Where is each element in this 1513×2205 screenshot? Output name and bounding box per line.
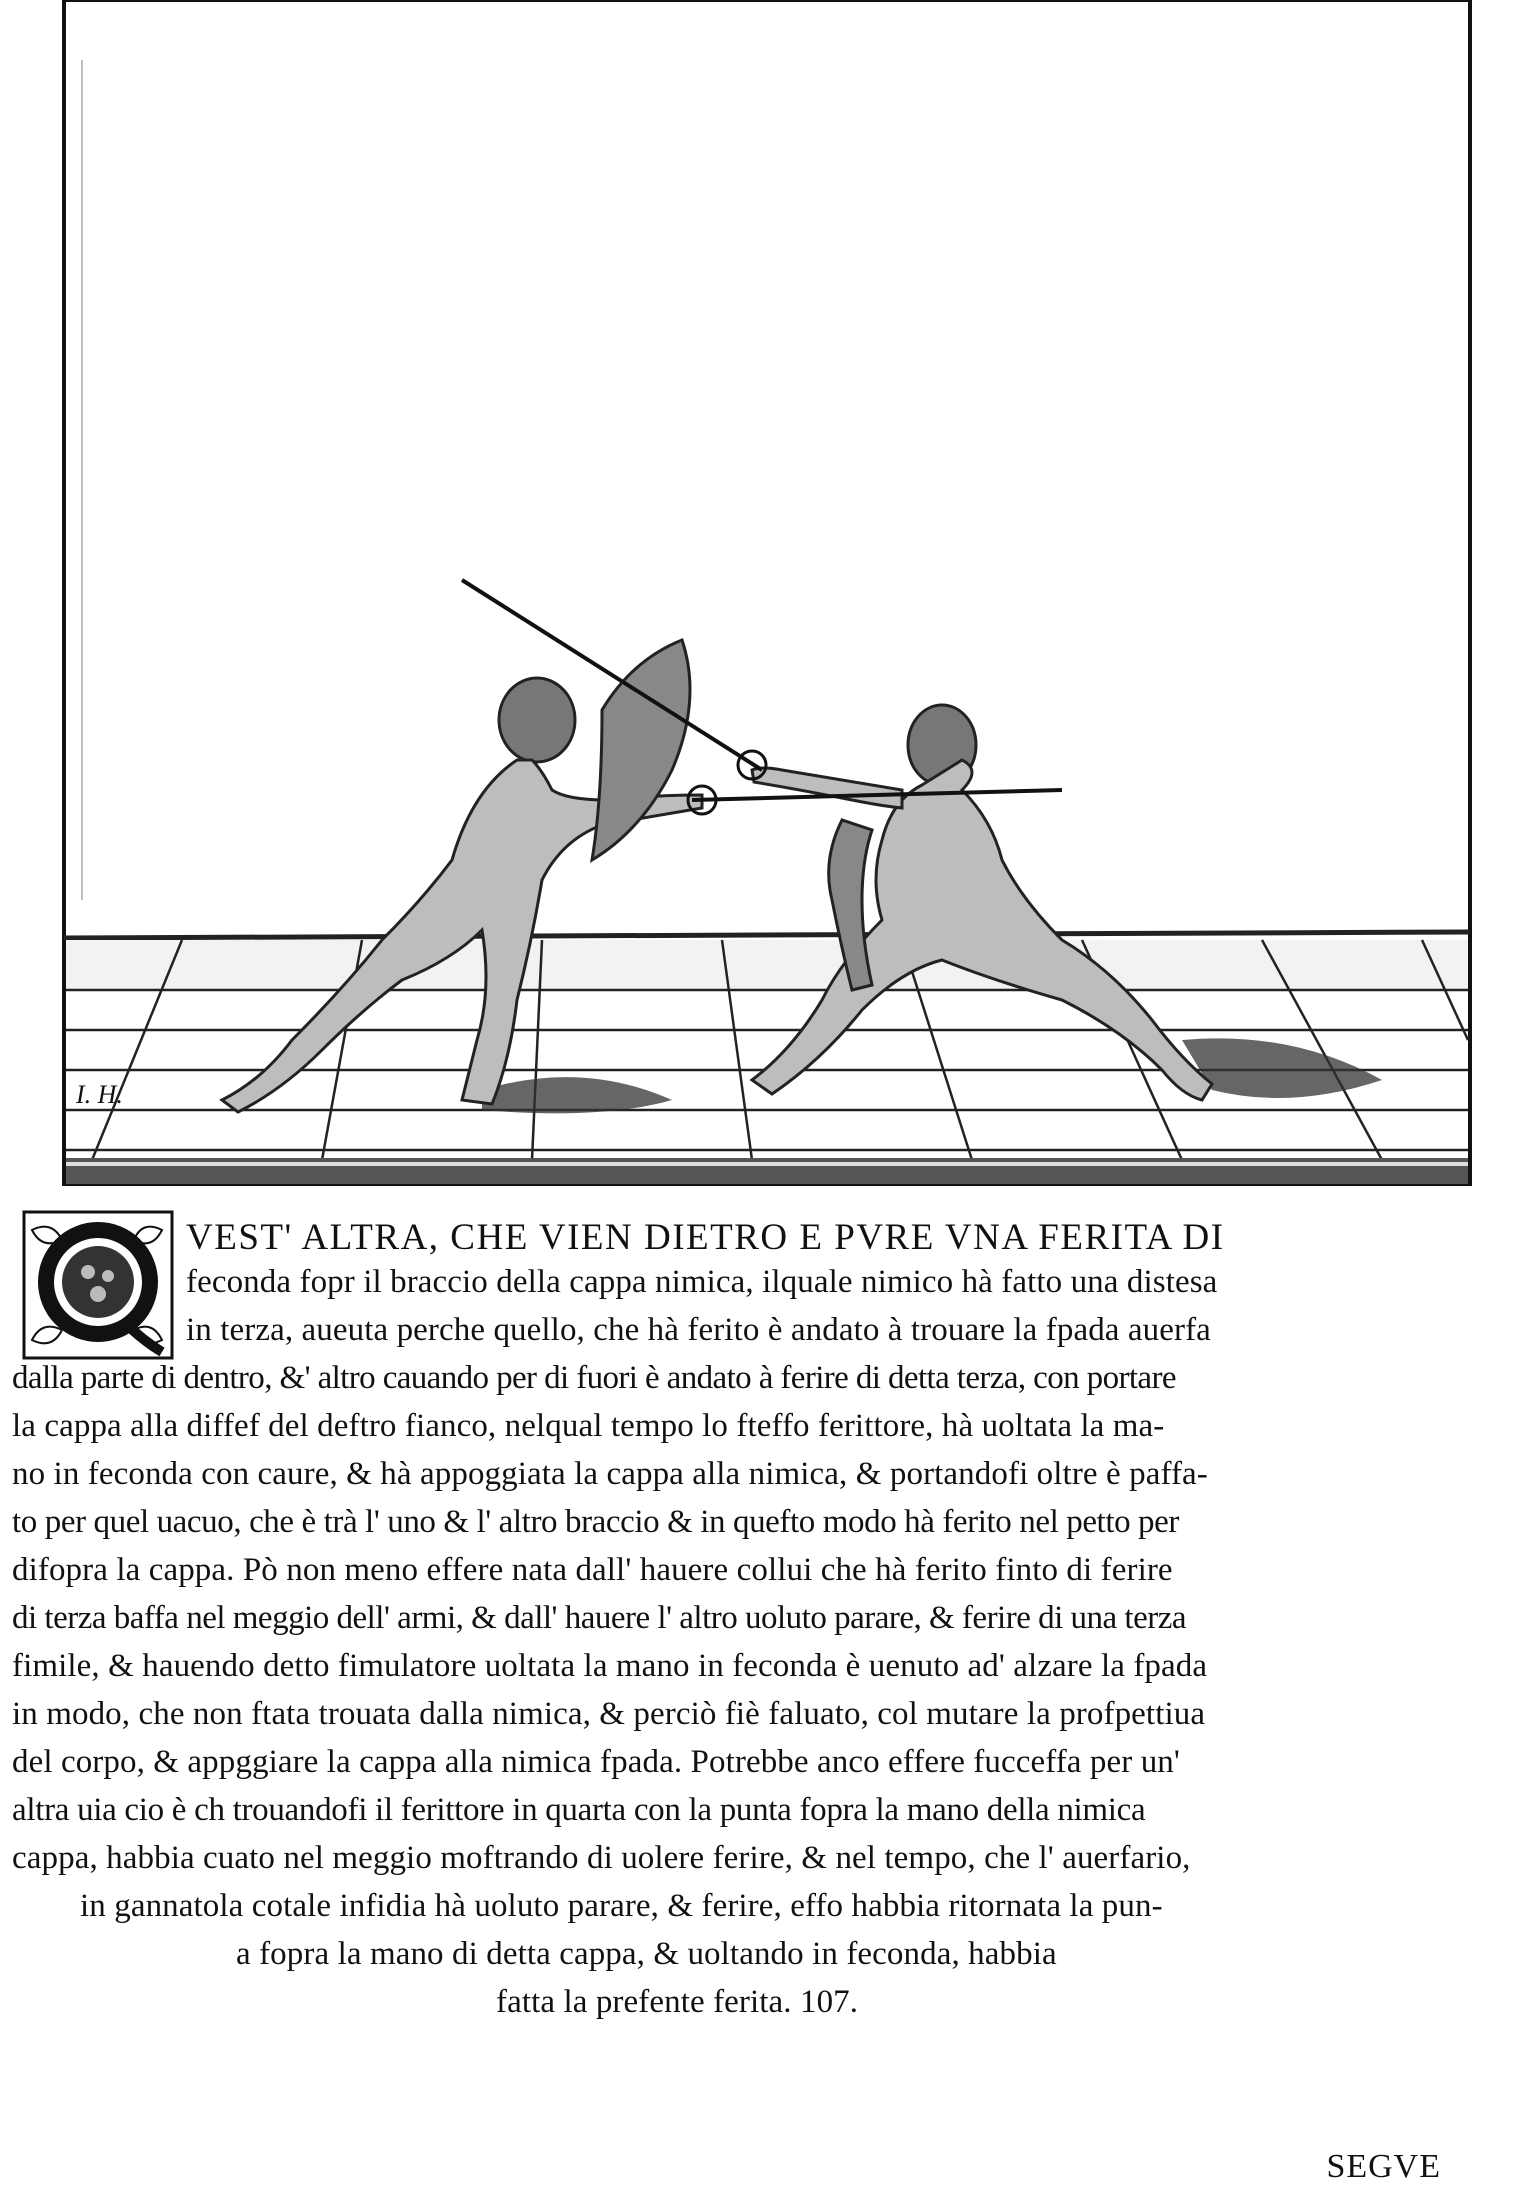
ornamental-initial-q-icon <box>22 1210 174 1360</box>
paragraph <box>0 1196 1513 2076</box>
catchword: SEGVE <box>1326 2148 1441 2185</box>
paragraph-line-16: a fopra la mano di detta cappa, & uoltando in feconda, habbia <box>236 1936 1057 1972</box>
paragraph-line-13: altra uia cio è ch trouandofi il ferittore in quarta con la punta fopra la mano della nimica <box>12 1792 1146 1828</box>
paragraph-line-8: difopra la cappa. Pò non meno effere nata dall' hauere collui che hà ferito finto di ferire <box>12 1552 1173 1588</box>
paragraph-line-2: feconda fopr il braccio della cappa nimica, ilquale nimico hà fatto una distesa <box>186 1264 1218 1300</box>
paragraph-line-1: VEST' ALTRA, CHE VIEN DIETRO E PVRE VNA FERITA DI <box>186 1217 1225 1258</box>
paragraph-line-14: cappa, habbia cuato nel meggio moftrando di uolere ferire, & nel tempo, che l' auerfario, <box>12 1840 1191 1876</box>
engraver-mark: I. H. <box>76 1080 123 1109</box>
paragraph-line-6: no in feconda con caure, & hà appoggiata la cappa alla nimica, & portandofi oltre è paffa- <box>12 1456 1208 1492</box>
engraving-plate <box>62 0 1474 1186</box>
plate-bottom-border <box>66 1158 1468 1184</box>
paragraph-line-10: fimile, & hauendo detto fimulatore uoltata la mano in feconda è uenuto ad' alzare la fpada <box>12 1648 1208 1684</box>
paragraph-line-12: del corpo, & appggiare la cappa alla nimica fpada. Potrebbe anco effere fucceffa per un' <box>12 1744 1180 1780</box>
paragraph-line-9: di terza baffa nel meggio dell' armi, & dall' hauere l' altro uoluto parare, & ferire di una terza <box>12 1600 1187 1636</box>
paragraph-line-3: in terza, aueuta perche quello, che hà ferito è andato à trouare la fpada auerfa <box>186 1312 1211 1348</box>
paragraph-line-7: to per quel uacuo, che è trà l' uno & l' altro braccio & in quefto modo hà ferito nel petto per <box>12 1504 1179 1540</box>
paragraph-line-5: la cappa alla diffef del deftro fianco, nelqual tempo lo fteffo ferittore, hà uoltata la ma- <box>12 1408 1165 1444</box>
paragraph-line-17: fatta la prefente ferita. 107. <box>496 1984 859 2020</box>
paragraph-line-11: in modo, che non ftata trouata dalla nimica, & perciò fiè faluato, col mutare la profpettiua <box>12 1696 1206 1732</box>
paragraph-line-4: dalla parte di dentro, &' altro cauando per di fuori è andato à ferire di detta terza, con portare <box>12 1360 1176 1396</box>
paragraph-line-15: in gannatola cotale infidia hà uoluto parare, & ferire, effo habbia ritornata la pun- <box>80 1888 1163 1924</box>
plate-border <box>64 0 1470 1184</box>
